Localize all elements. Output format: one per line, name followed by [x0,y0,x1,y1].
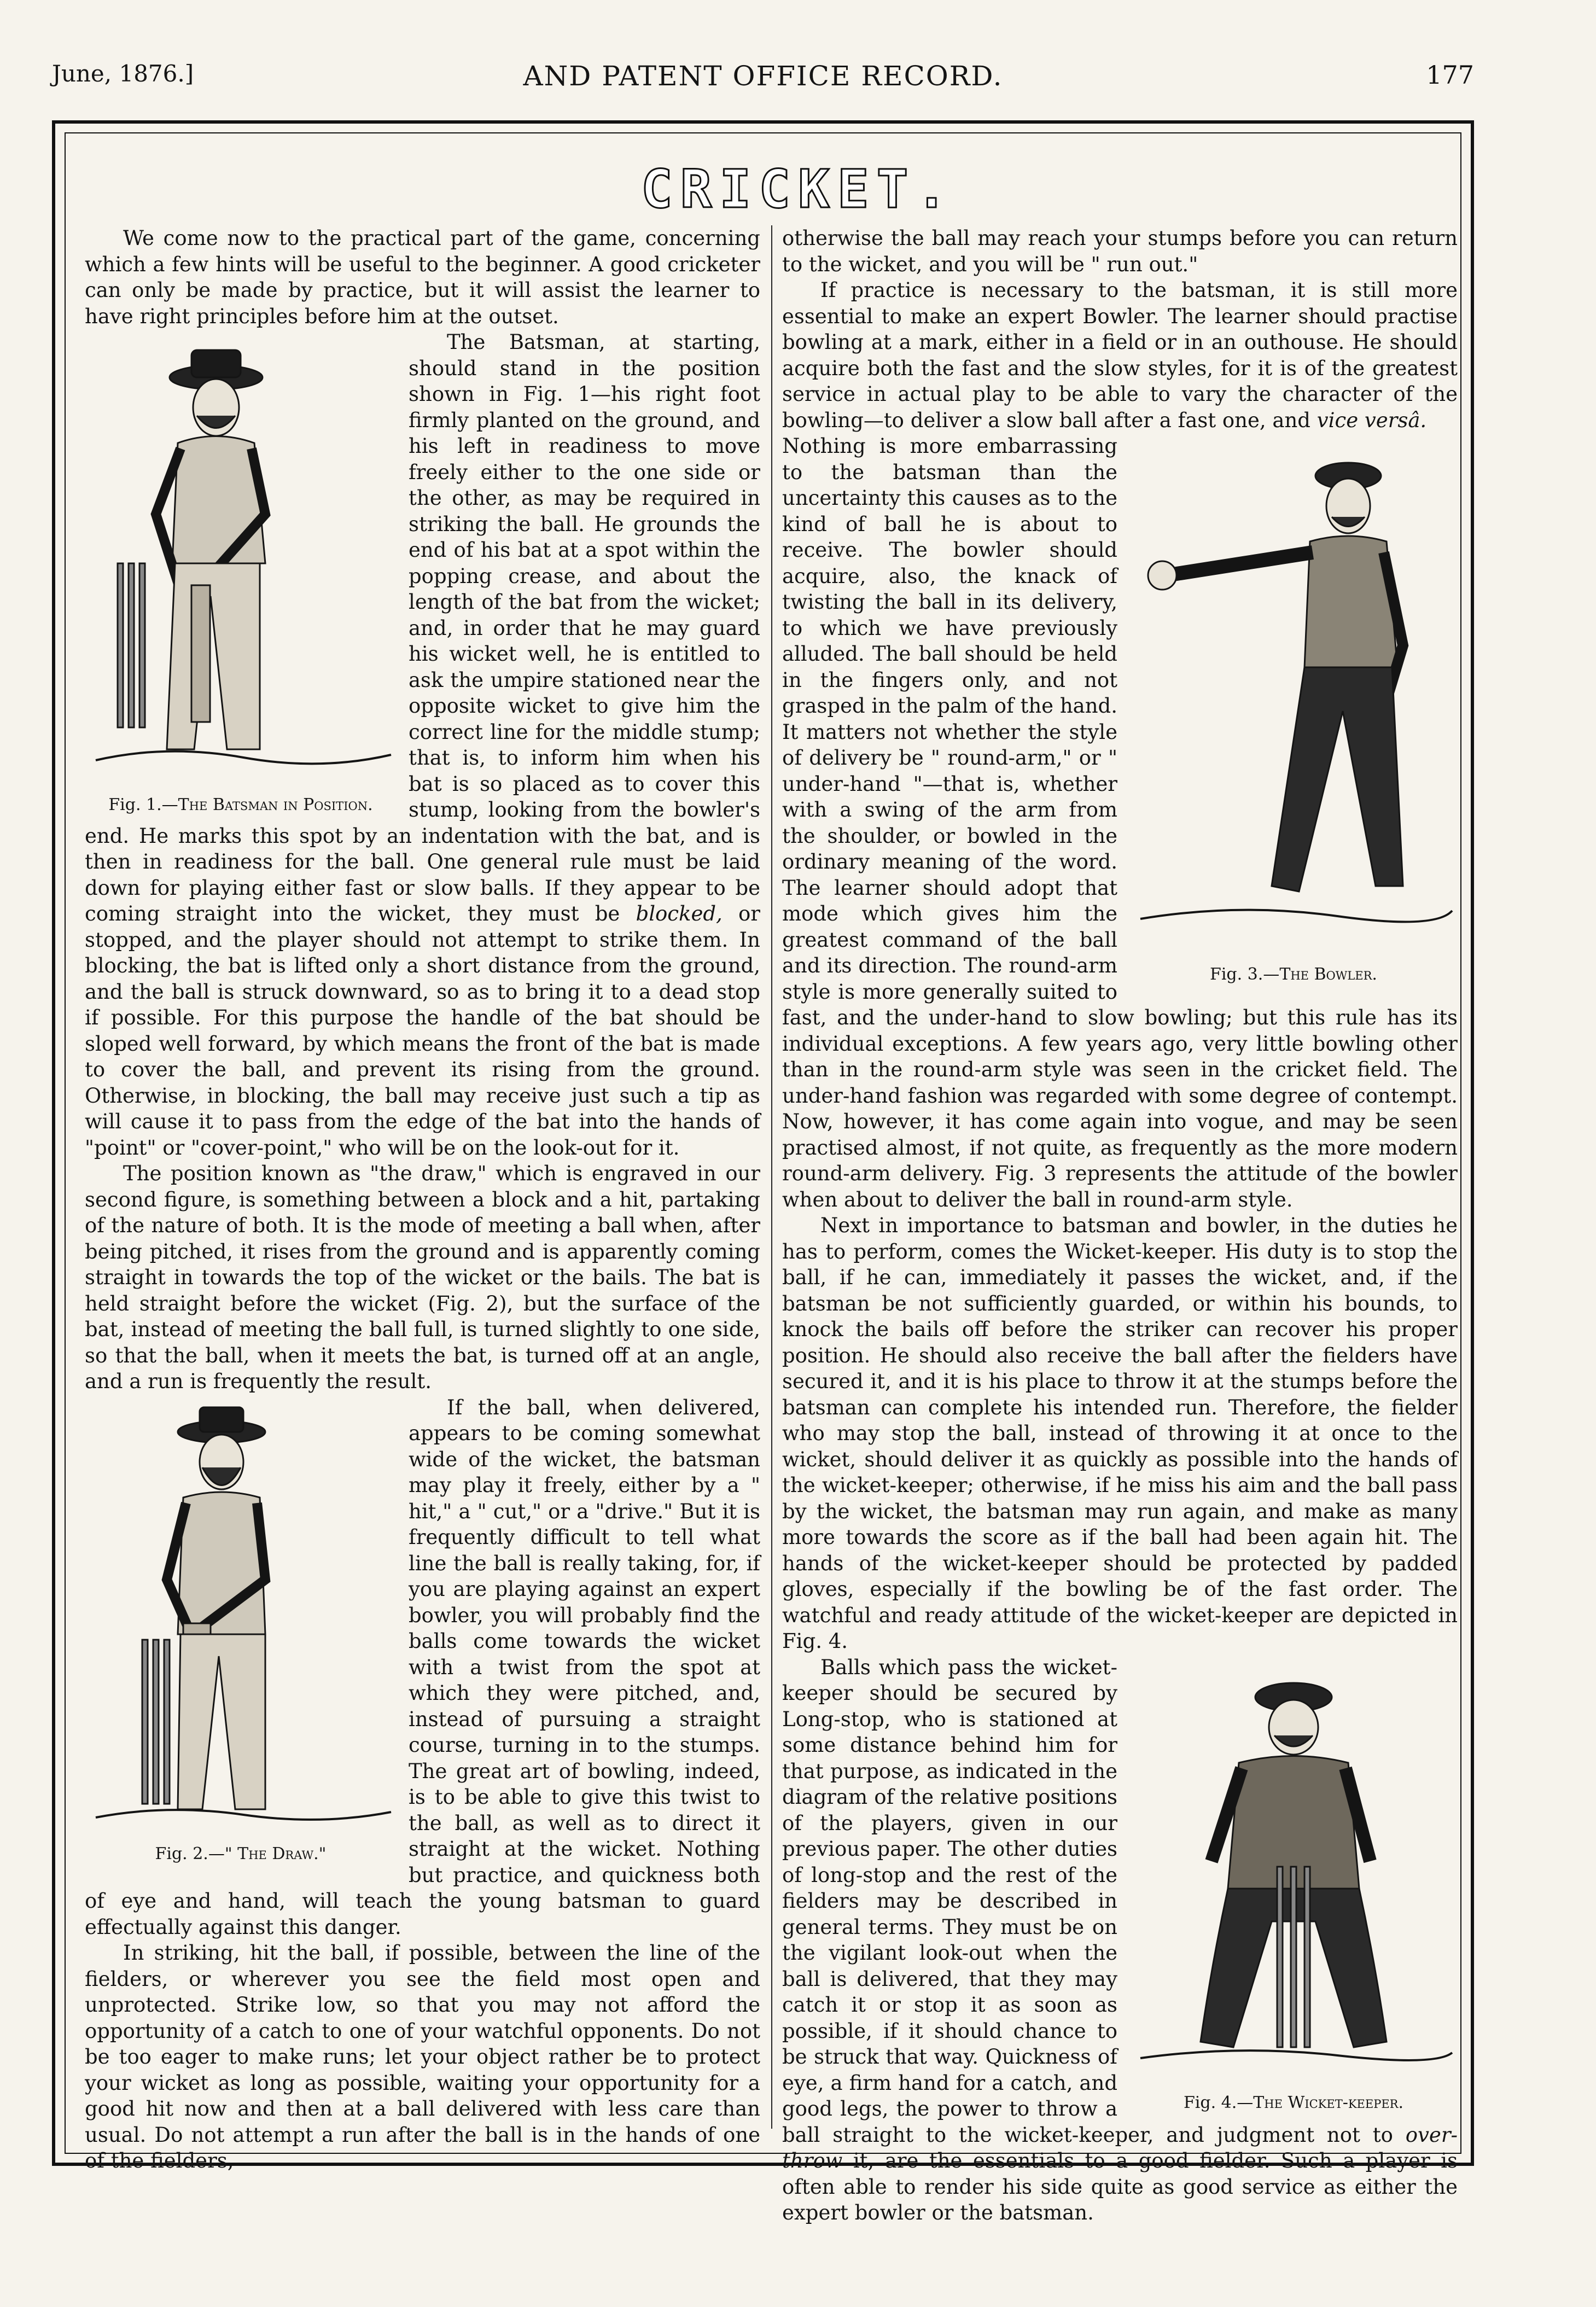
header-date: June, 1876.] [52,60,194,87]
figure-draw [85,1399,397,1864]
figure-caption: Fig. 3.—The Bowler. [1210,965,1377,984]
batsman-illustration [85,334,397,771]
paragraph: otherwise the ball may reach your stumps before you can return to the wicket, and you will be " run out." [782,226,1458,276]
column-divider [771,225,772,2129]
figure-caption: Fig. 1.—The Batsman in Position. [108,795,373,814]
paragraph: The position known as "the draw," which is engraved in our second figure, is something between a block and a hit, partaking of the nature of both. It is the mode of meeting a ball when, after being pitched, it rises from the ground and is apparently coming straight in towards the top of the wicket or the bails. The bat is held straight before the wicket (Fig. 2), but the surface of the bat, instead of meeting the ball full, is turned slightly to one side, so that the ball, when it meets the bat, is turned off at an angle, and a run is frequently the result. [85,1162,760,1393]
wicket-keeper-illustration [1129,1659,1458,2075]
page-number: 177 [1426,60,1474,90]
paragraph: If practice is necessary to the batsman, it is still more essential to make an expert Bowler. The learner should practise bowling at a mark, either in a field or in an outhouse. He should acquire both the fast and the slow styles, for it is of the greatest service in actual play to be able to vary the character of the bowling—to deliver a slow ball after a fast one, and vice versâ. [782,278,1458,432]
left-column [85,225,760,2174]
figure-caption: Fig. 2.—" The Draw." [155,1844,327,1863]
paragraph: Nothing is more embarrassing to the batsman than the uncertainty this causes as to the kind of ball he is about to receive. The bowler should acquire, also, the knack of twisting the ball in its delivery, to which we have previously alluded. The ball should be held in the fingers only, and not grasped in the palm of the hand. It matters not whether the style of delivery be " round-arm," or " under-hand "—that is, whether with a swing of the arm from the shoulder, or bowled in the ordinary meaning of the word. The learner should adopt that mode which gives him the greatest command of the ball and its direction. The round-arm style is more generally suited to fast, and the under-hand to slow bowling; but this rule has its individual exceptions. A few years ago, very little bowling other than in the round-arm style was seen in the cricket field. The under-hand fashion was regarded with some degree of contempt. Now, however, it has come again into vogue, and may be seen practised almost, if not quite, as frequently as the more modern round-arm delivery. Fig. 3 represents the attitude of the bowler when about to deliver the ball in round-arm style. [782,434,1458,1211]
figure-batsman [85,334,397,815]
paragraph: Balls which pass the wicket-keeper should be secured by Long-stop, who is stationed at some distance behind him for that purpose, as indicated in the diagram of the relative positions of the players, given in our previous paper. The other duties of long-stop and the rest of the fielders may be described in general terms. They must be on the vigilant look-out when the ball is delivered, that they may catch it or stop it as soon as possible, if it should chance to be struck that way. Quickness of eye, a firm hand for a catch, and good legs, the power to throw a ball straight to the wicket-keeper, and judgment not to over-throw it, are the essentials to a good fielder. Such a player is often able to render his side quite as good service as either the expert bowler or the batsman. [782,1655,1458,2224]
figure-wicket-keeper [1129,1659,1458,2113]
figure-caption: Fig. 4.—The Wicket-keeper. [1183,2093,1404,2112]
figure-bowler [1129,438,1458,984]
bowler-illustration [1129,438,1458,941]
draw-illustration [85,1399,397,1826]
paragraph: The Batsman, at starting, should stand in the position shown in Fig. 1—his right foot firmly planted on the ground, and his left in readiness to move freely either to the one side or the other, as may be required in striking the ball. He grounds the end of his bat at a spot within the popping crease, and about the length of the bat from the wicket; and, in order that he may guard his wicket well, he is entitled to ask the umpire stationed near the opposite wicket to give him the correct line for the middle stump; that is, to inform him when his bat is so placed as to cover this stump, looking from the bowler's end. He marks this spot by an indentation with the bat, and is then in readiness for the ball. One general rule must be laid down for playing either fast or slow balls. If they appear to be coming straight into the wicket, they must be blocked, or stopped, and the player should not attempt to strike them. In blocking, the bat is lifted only a short distance from the ground, and the ball is struck downward, so as to bring it to a dead stop if possible. For this purpose the handle of the bat should be sloped well forward, by which means the front of the bat is made to cover the ball, and prevent its rising from the ground. Otherwise, in blocking, the ball may receive just such a tip as will cause it to pass from the edge of the bat into the hands of "point" or "cover-point," who will be on the look-out for it. [85,330,760,1160]
article-title: CRICKET. [640,159,956,220]
paragraph: If the ball, when delivered, appears to be coming somewhat wide of the wicket, the batsman may play it freely, either by a " hit," a " cut," or a "drive." But it is frequently difficult to tell what line the ball is really taking, for, if you are playing against an expert bowler, you will probably find the balls come towards the wicket with a twist from the spot at which they were pitched, and, instead of pursuing a straight course, turning in to the stumps. The great art of bowling, indeed, is to be able to give this twist to the ball, as well as to direct it straight at the wicket. Nothing but practice, and quickness both of eye and hand, will teach the young batsman to guard effectually against this danger. [85,1395,760,1939]
paragraph: Next in importance to batsman and bowler, in the duties he has to perform, comes the Wicket-keeper. His duty is to stop the ball, if he can, immediately it passes the wicket, and, if the batsman be not sufficiently guarded, or within his bounds, to knock the bails off before the striker can recover his proper position. He should also receive the ball after the fielders have secured it, and it is his place to throw it at the stumps before the batsman can complete his intended run. Therefore, the fielder who may stop the ball, instead of throwing it at once to the wicket, should deliver it as quickly as possible into the hands of the wicket-keeper; otherwise, if he miss his aim and the ball pass by the wicket, the batsman may run again, and make as many more towards the score as if the ball had been again hit. The hands of the wicket-keeper should be protected by padded gloves, especially if the bowling be of the fast order. The watchful and ready attitude of the wicket-keeper are depicted in Fig. 4. [782,1214,1458,1653]
paragraph: In striking, hit the ball, if possible, between the line of the fielders, or wherever you see the field most open and unprotected. Strike low, so that you may not afford the opportunity of a catch to one of your watchful opponents. Do not be too eager to make runs; let your object rather be to protect your wicket as long as possible, waiting your opportunity for a good hit now and then at a ball delivered with less care than usual. Do not attempt a run after the ball is in the hands of one of the fielders, [85,1941,760,2172]
header-publication: AND PATENT OFFICE RECORD. [523,60,1003,92]
running-header [52,60,1474,104]
paragraph: We come now to the practical part of the game, concerning which a few hints will be useful to the beginner. A good cricketer can only be made by practice, but it will assist the learner to have right principles before him at the outset. [85,226,760,328]
right-column [782,225,1458,2226]
